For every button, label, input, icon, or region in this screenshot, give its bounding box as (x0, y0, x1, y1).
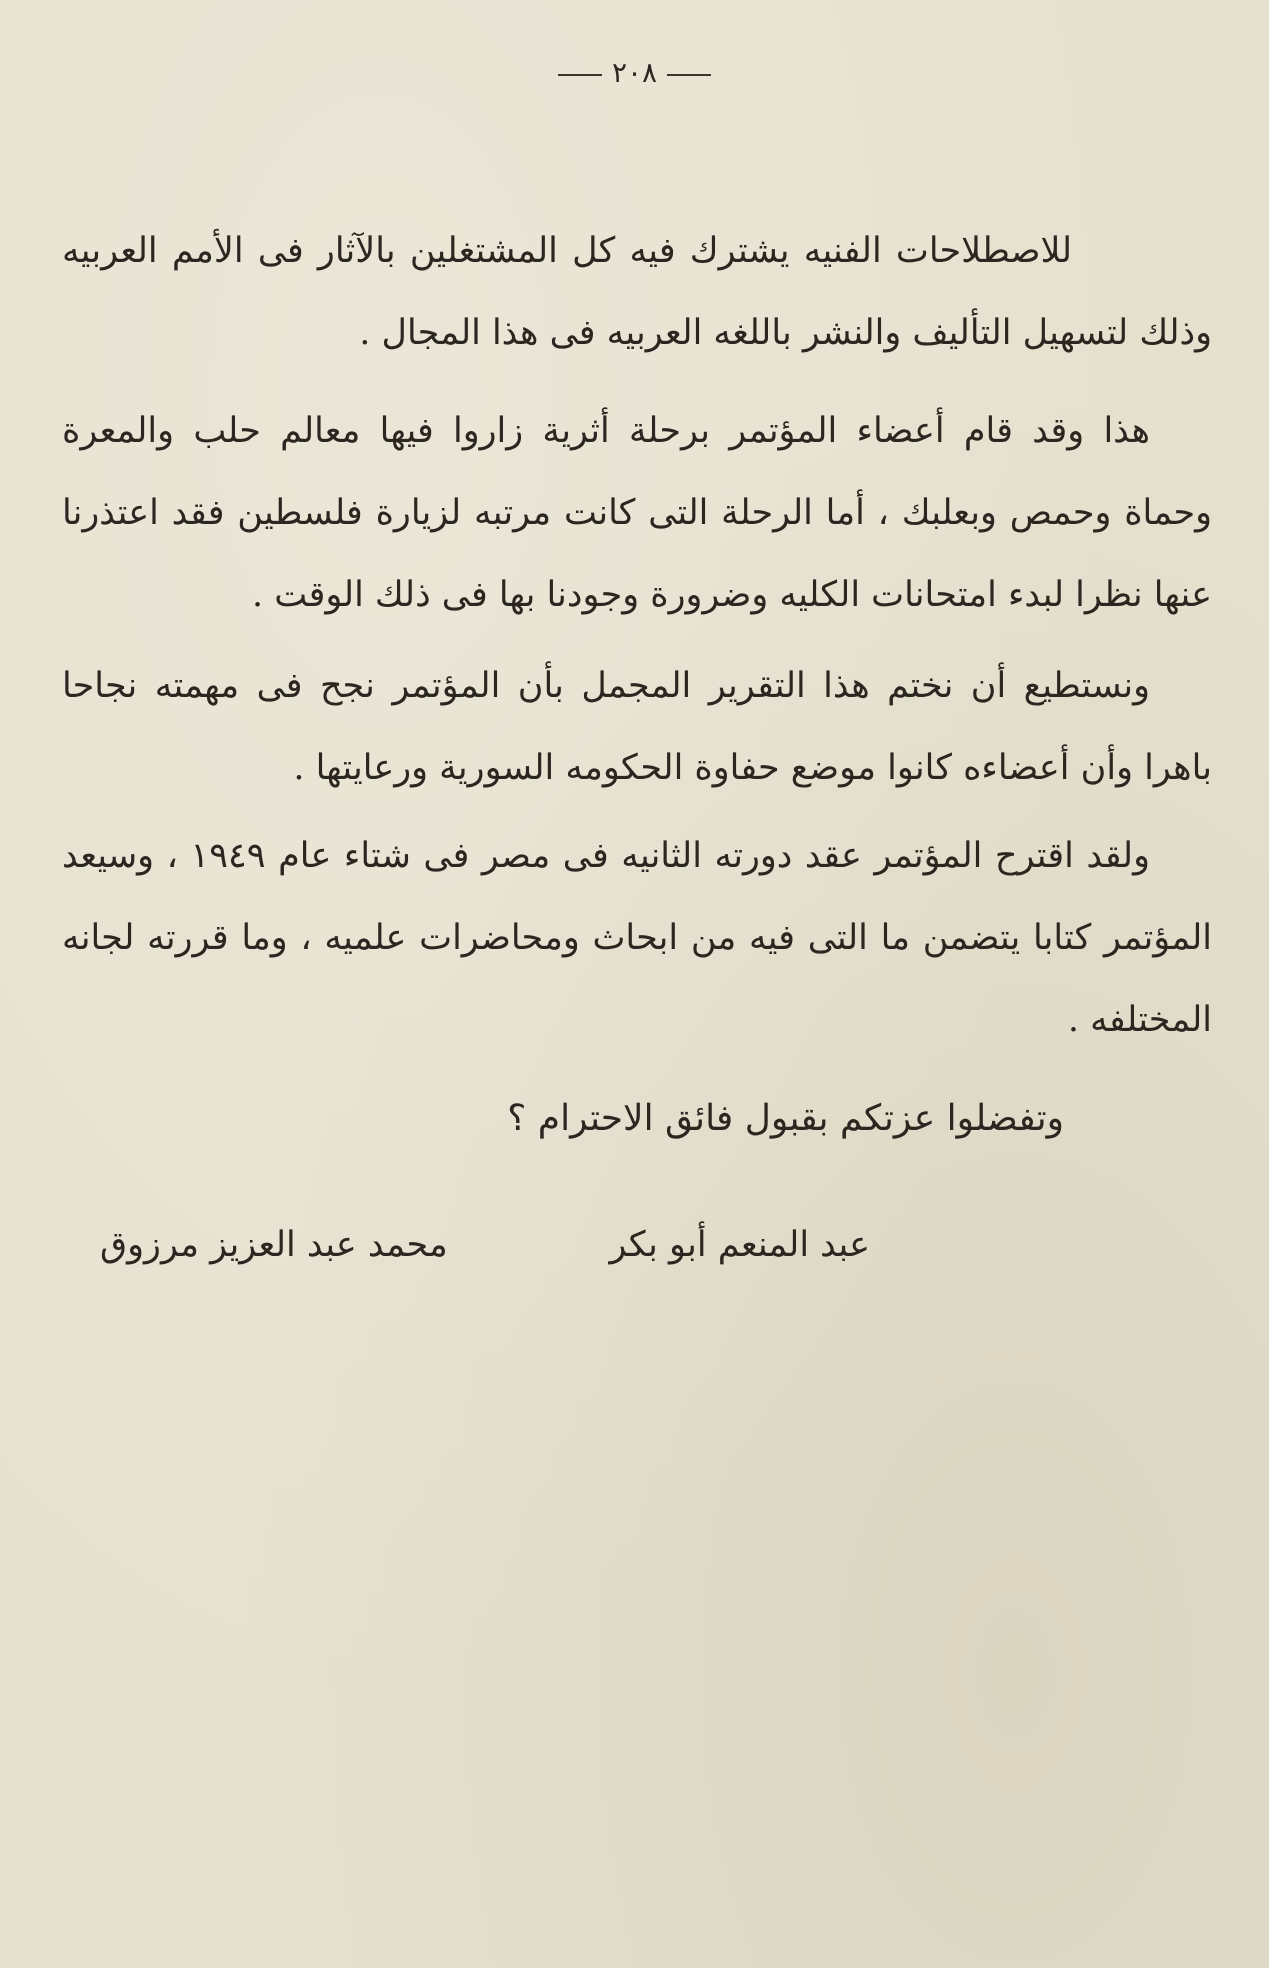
page-number-text: ٢٠٨ (611, 56, 658, 89)
signature-first: عبد المنعم أبو بكر (609, 1225, 870, 1265)
page-number-dash-left (558, 74, 602, 76)
page-number-dash-right (667, 74, 711, 76)
closing-salutation: وتفضلوا عزتكم بقبول فائق الاحترام ؟ (507, 1098, 1064, 1139)
paragraph-terminology: للاصطلاحات الفنيه يشترك فيه كل المشتغلين بالآثار فى الأمم العربيه وذلك لتسهيل التأليف والنشر باللغه العربيه فى هذا المجال . (62, 231, 1212, 353)
signature-second: محمد عبد العزيز مرزوق (100, 1225, 448, 1265)
paragraph-success: ونستطيع أن نختم هذا التقرير المجمل بأن المؤتمر نجح فى مهمته نجاحا باهرا وأن أعضاءه كانوا موضع حفاوة الحكومه السورية ورعايتها . (62, 666, 1212, 788)
page-number (0, 56, 1269, 89)
paragraph-trip: هذا وقد قام أعضاء المؤتمر برحلة أثرية زاروا فيها معالم حلب والمعرة وحماة وحمص وبعلبك ، أما الرحلة التى كانت مرتبه لزيارة فلسطين فقد اعتذرنا عنها نظرا لبدء امتحانات الكليه وضرورة وجودنا بها فى ذلك الوقت . (62, 411, 1212, 615)
paragraph-next-session: ولقد اقترح المؤتمر عقد دورته الثانيه فى مصر فى شتاء عام ١٩٤٩ ، وسيعد المؤتمر كتابا يتضمن ما التى فيه من ابحاث ومحاضرات علميه ، وما قررته لجانه المختلفه . (62, 836, 1212, 1040)
signatures (100, 1225, 870, 1285)
